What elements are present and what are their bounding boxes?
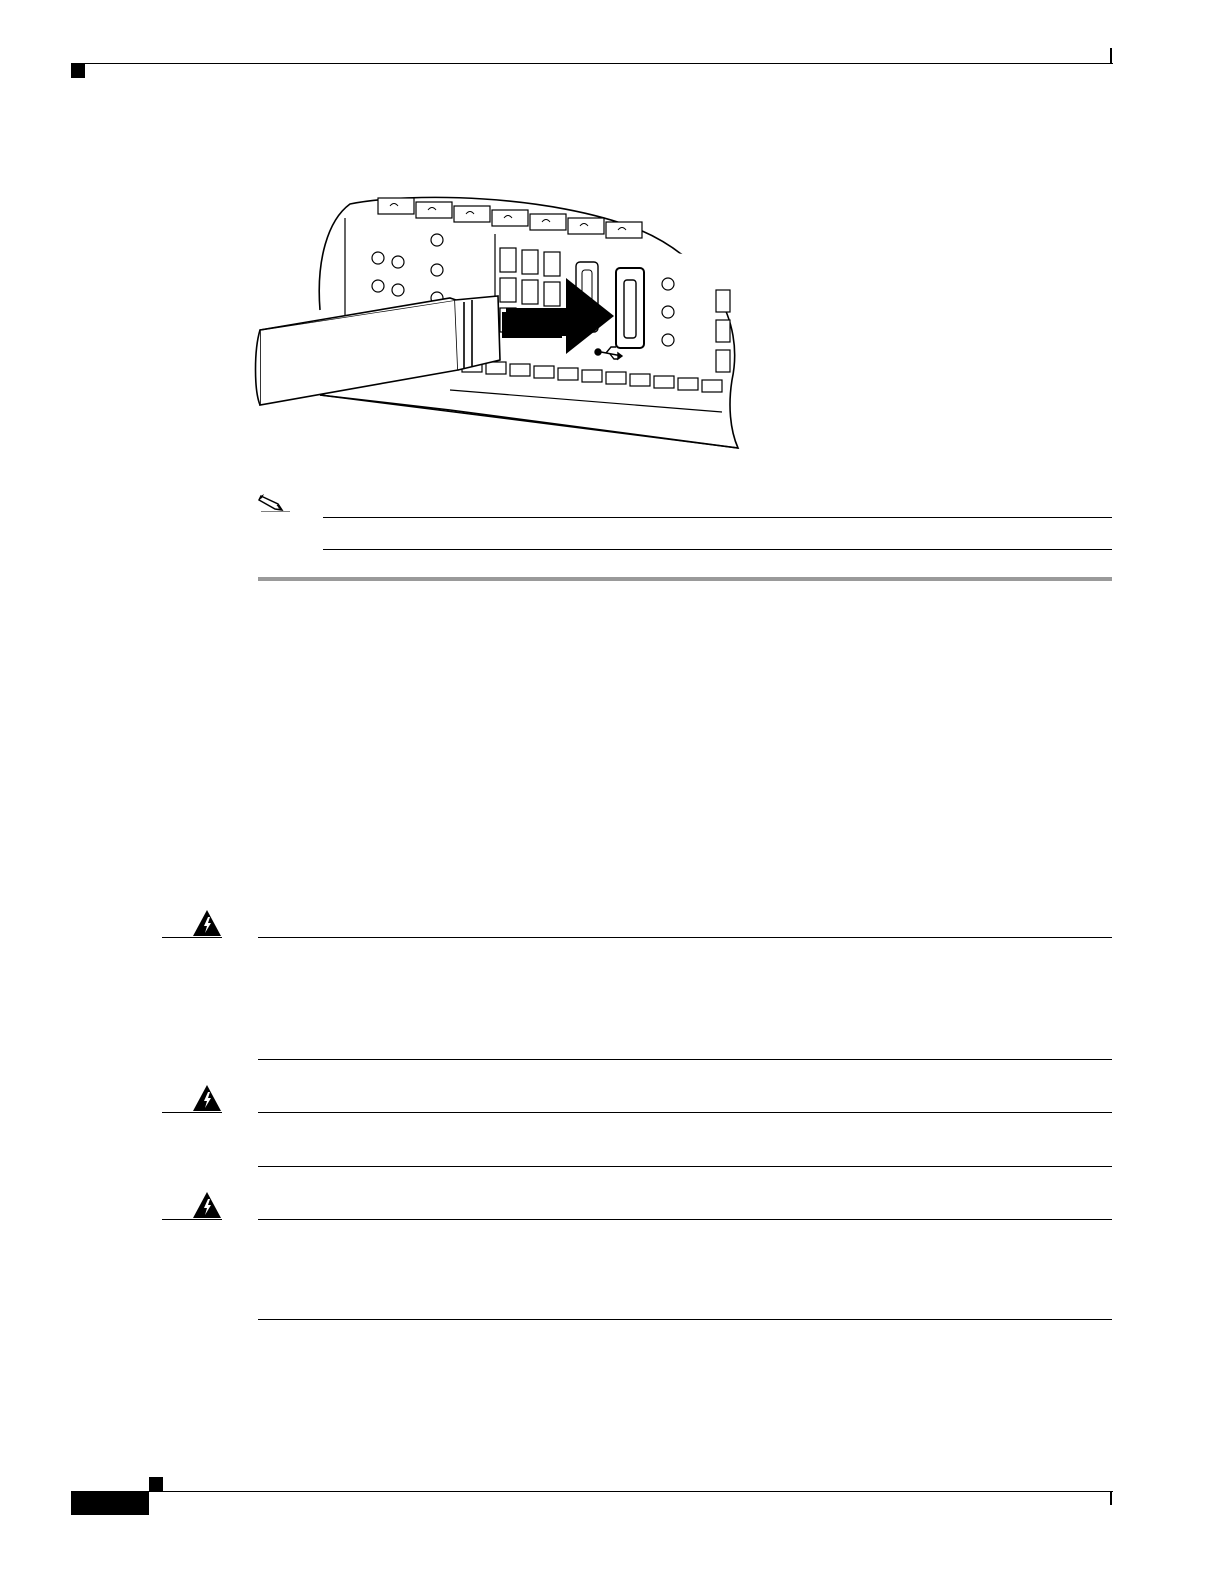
header-rule — [71, 63, 1113, 64]
warning-top-rule — [258, 1219, 1112, 1220]
footer-right-tick — [1110, 1491, 1112, 1505]
pencil-note-icon — [258, 490, 290, 512]
warning-top-rule — [258, 937, 1112, 938]
warning-bottom-rule — [258, 1059, 1112, 1060]
note-bottom-rule — [323, 549, 1112, 550]
warning-triangle-icon — [192, 909, 222, 937]
warning-top-rule — [258, 1112, 1112, 1113]
warning-bottom-rule — [258, 1166, 1112, 1167]
usb-port — [616, 268, 644, 348]
note-top-rule — [323, 517, 1112, 518]
warning-bottom-rule — [258, 1319, 1112, 1320]
procedure-end-rule — [258, 577, 1112, 581]
footer-corner-marker — [149, 1477, 163, 1491]
warning-triangle-icon — [192, 1084, 222, 1112]
header-corner-marker — [71, 64, 85, 78]
warning-triangle-icon — [192, 1191, 222, 1219]
warning-icon-underline — [162, 1112, 222, 1113]
footer-rule — [149, 1491, 1113, 1492]
usb-flash-drive — [256, 296, 501, 405]
usb-flash-insertion-figure — [250, 190, 750, 455]
footer-page-tab — [71, 1491, 149, 1515]
header-right-tick — [1110, 48, 1112, 64]
warning-icon-underline — [162, 937, 222, 938]
warning-icon-underline — [162, 1219, 222, 1220]
